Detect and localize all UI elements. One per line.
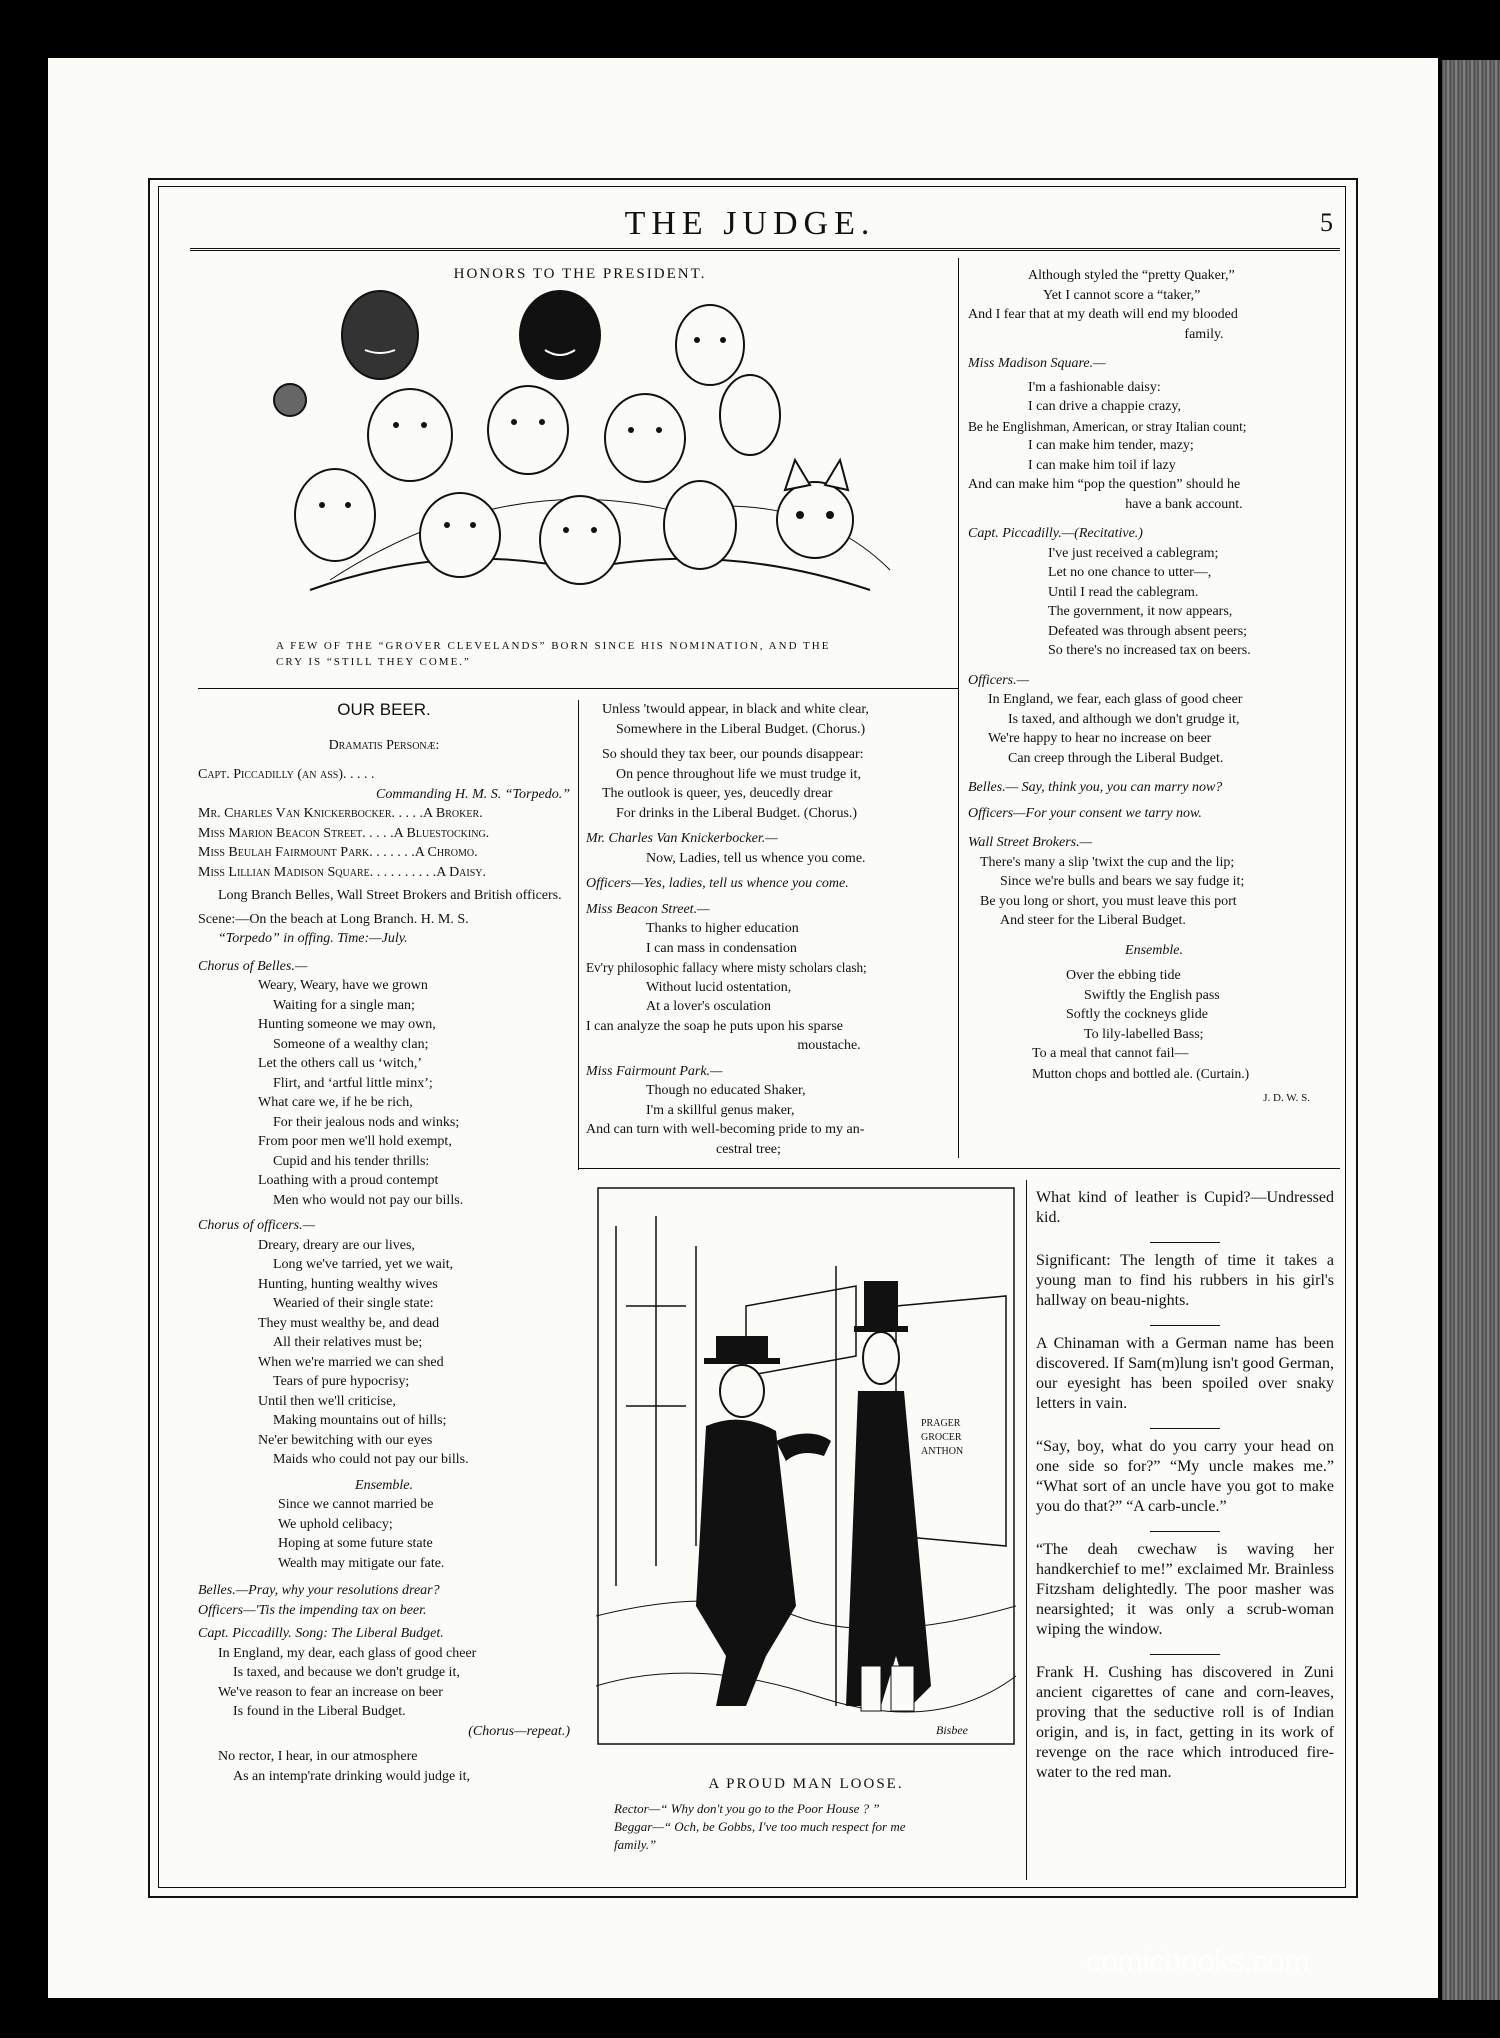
verse-line: All their relatives must be; xyxy=(273,1335,423,1350)
beer-column-3 xyxy=(968,266,1340,1109)
extras-line: Long Branch Belles, Wall Street Brokers and British officers. xyxy=(218,888,562,903)
verse-line: And I fear that at my death will end my blooded xyxy=(968,307,1238,322)
verse-line: On pence throughout life we must trudge it, xyxy=(616,766,861,782)
masthead-rule xyxy=(190,248,1340,251)
officers-line: Officers—Yes, ladies, tell us whence you come. xyxy=(586,876,849,891)
verse-line: Ne'er bewitching with our eyes xyxy=(258,1432,433,1448)
verse-line: Although styled the “pretty Quaker,” xyxy=(1028,268,1235,283)
verse-line: Since we cannot married be xyxy=(278,1497,434,1512)
verse-line: Making mountains out of hills; xyxy=(273,1413,447,1428)
verse-line: family. xyxy=(1184,326,1224,342)
cartoon2-top-rule xyxy=(578,1168,1340,1169)
chorus-repeat: (Chorus—repeat.) xyxy=(468,1723,570,1739)
verse-line: And can turn with well-becoming pride to my an- xyxy=(586,1122,865,1137)
speaker-label: Officers.— xyxy=(968,672,1030,688)
cartoon1-title: HONORS TO THE PRESIDENT. xyxy=(453,266,707,282)
verse-line: I can drive a chappie crazy, xyxy=(1028,399,1181,414)
rector-line: Rector—“ Why don't you go to the Poor House ? ” xyxy=(614,1801,880,1816)
beer-title: OUR BEER. xyxy=(337,700,431,719)
verse-line: We've reason to fear an increase on beer xyxy=(218,1684,443,1700)
verse-line: Maids who could not pay our bills. xyxy=(273,1452,469,1467)
verse-line: Let no one chance to utter—, xyxy=(1048,565,1212,580)
cartoon1-caption-line1: A FEW OF THE “GROVER CLEVELANDS” BORN SINCE HIS NOMINATION, AND THE xyxy=(276,640,831,652)
verse-line: Loathing with a proud contempt xyxy=(258,1173,439,1188)
verse-line: Softly the cockneys glide xyxy=(1066,1007,1208,1022)
verse-line: In England, my dear, each glass of good cheer xyxy=(218,1645,477,1661)
verse-line: Without lucid ostentation, xyxy=(646,979,792,995)
joke-item: “The deah cwechaw is waving her handkerchief to me!” exclaimed Mr. Brainless Fitzsham delightedly. The poor masher was nearsighted; it was only a scrub-woman wiping the window. xyxy=(1036,1541,1334,1638)
verse-line: There's many a slip 'twixt the cup and the lip; xyxy=(980,854,1235,870)
verse-line: Men who would not pay our bills. xyxy=(273,1192,464,1208)
persona-line: Mr. Charles Van Knickerbocker. . . . .A Broker. xyxy=(198,806,483,821)
verse-line: Swiftly the English pass xyxy=(1084,987,1220,1003)
chorus-belles-label: Chorus of Belles.— xyxy=(198,958,308,974)
belles-line: Belles.—Pray, why your resolutions drear? xyxy=(198,1583,440,1598)
verse-line: The government, it now appears, xyxy=(1048,604,1233,619)
ensemble-label: Ensemble. xyxy=(1125,942,1183,958)
verse-line: Cupid and his tender thrills: xyxy=(273,1153,430,1169)
artist-signature: Bisbee xyxy=(936,1723,968,1737)
verse-line: I'm a skillful genus maker, xyxy=(646,1102,795,1118)
persona-line: Miss Marion Beacon Street. . . . .A Bluestocking. xyxy=(198,825,490,841)
column-divider-left xyxy=(578,700,579,1170)
joke-item: “Say, boy, what do you carry your head on one side so for?” “My uncle makes me.” “What sort of an uncle have you got to make you do that?” “A carb-uncle.” xyxy=(1036,1438,1334,1515)
chorus-belles-verse xyxy=(198,976,570,1210)
verse-line: Is found in the Liberal Budget. xyxy=(233,1704,406,1719)
verse-line: And can make him “pop the question” should he xyxy=(968,477,1241,492)
verse-line: Tears of pure hypocrisy; xyxy=(273,1374,410,1389)
cartoon2-title: A PROUD MAN LOOSE. xyxy=(708,1776,904,1792)
verse-line: What care we, if he be rich, xyxy=(258,1095,413,1110)
verse-line: When we're married we can shed xyxy=(258,1354,444,1370)
song-verse xyxy=(198,1644,570,1722)
joke-divider xyxy=(1150,1531,1220,1532)
verse-line: Wearied of their single state: xyxy=(273,1296,434,1311)
persona-line: Commanding H. M. S. “Torpedo.” xyxy=(376,786,570,802)
verse-line: Over the ebbing tide xyxy=(1066,968,1181,983)
verse-line: To a meal that cannot fail— xyxy=(1032,1046,1189,1061)
verse-line: Long we've tarried, yet we wait, xyxy=(273,1257,454,1272)
verse-line: Is taxed, and because we don't grudge it, xyxy=(233,1665,460,1680)
verse-line: So there's no increased tax on beers. xyxy=(1048,643,1251,658)
verse-line: Ev'ry philosophic fallacy where misty scholars clash; xyxy=(586,960,867,975)
belles-line: Belles.— Say, think you, you can marry now? xyxy=(968,780,1223,795)
cartoon2-illustration xyxy=(596,1186,1016,1746)
verse-line: Thanks to higher education xyxy=(646,921,799,936)
persona-line: Miss Beulah Fairmount Park. . . . . . .A Chromo. xyxy=(198,845,478,860)
verse-line: We uphold celibacy; xyxy=(278,1516,393,1532)
speaker-label: Miss Beacon Street.— xyxy=(586,901,710,917)
verse-line: The outlook is queer, yes, deucedly drear xyxy=(602,786,833,801)
verse-line: Can creep through the Liberal Budget. xyxy=(1008,750,1224,766)
verse-line: I can make him tender, mazy; xyxy=(1028,438,1194,453)
verse-line: I can analyze the soap he puts upon his sparse xyxy=(586,1018,843,1034)
verse-line: I can make him toil if lazy xyxy=(1028,457,1176,473)
speaker-label: Miss Fairmount Park.— xyxy=(586,1063,723,1079)
verse-line: Is taxed, and although we don't grudge it, xyxy=(1008,711,1240,727)
verse-line: In England, we fear, each glass of good cheer xyxy=(988,692,1243,707)
joke-item: A Chinaman with a German name has been discovered. If Sam(m)lung isn't good German, our eyesight has been spoiled over snaky letters in vain. xyxy=(1036,1335,1334,1412)
ensemble-verse-end xyxy=(968,1044,1340,1083)
verse-line: Someone of a wealthy clan; xyxy=(273,1036,429,1052)
verse-line: Since we're bulls and bears we say fudge it; xyxy=(1000,874,1245,889)
verse-line: For their jealous nods and winks; xyxy=(273,1114,460,1130)
verse-line: To lily-labelled Bass; xyxy=(1084,1026,1204,1042)
sign-text: GROCER xyxy=(921,1432,962,1443)
column-divider-right xyxy=(958,258,959,1158)
verse-line: At a lover's osculation xyxy=(646,999,771,1014)
song-line: Capt. Piccadilly. Song: The Liberal Budget. xyxy=(198,1626,444,1641)
book-spine xyxy=(1442,60,1500,2000)
beer-column-1 xyxy=(198,700,570,1786)
beggar-line: Beggar—“ Och, be Gobbs, I've too much respect for me xyxy=(614,1819,906,1834)
end-verse xyxy=(198,1747,570,1786)
verse-line: cestral tree; xyxy=(716,1141,781,1157)
verse-line: Hoping at some future state xyxy=(278,1536,433,1551)
verse-line: Let the others call us ‘witch,’ xyxy=(258,1056,423,1071)
personae-heading: Dramatis Personæ: xyxy=(328,737,440,753)
verse-line: moustache. xyxy=(797,1038,861,1053)
persona-line: Miss Lillian Madison Square. . . . . . . . . .A Daisy. xyxy=(198,864,487,880)
verse-line: I'm a fashionable daisy: xyxy=(1028,379,1161,395)
speaker-label: Capt. Piccadilly.—(Recitative.) xyxy=(968,526,1143,541)
joke-divider xyxy=(1150,1325,1220,1326)
beggar-line-end: family.” xyxy=(614,1837,657,1852)
joke-item: What kind of leather is Cupid?—Undressed kid. xyxy=(1036,1189,1334,1226)
verse-line: Flirt, and ‘artful little minx’; xyxy=(273,1075,433,1091)
sign-text: ANTHON xyxy=(921,1446,964,1457)
verse-line: Waiting for a single man; xyxy=(273,997,415,1013)
cartoon1-illustration xyxy=(250,290,910,625)
verse-line: Mutton chops and bottled ale. (Curtain.) xyxy=(1032,1065,1250,1081)
joke-item: Significant: The length of time it takes a young man to find his rubbers in his girl's hallway on beau-nights. xyxy=(1036,1252,1334,1309)
verse-line: I've just received a cablegram; xyxy=(1048,545,1219,561)
verse-line: From poor men we'll hold exempt, xyxy=(258,1134,452,1149)
verse-line: Weary, Weary, have we grown xyxy=(258,978,428,993)
verse-line: Defeated was through absent peers; xyxy=(1048,623,1248,639)
watermark: comicbooks.com xyxy=(1086,1945,1310,1978)
capt-verse xyxy=(968,544,1340,661)
chorus-officers-verse xyxy=(198,1236,570,1470)
verse-line: Wealth may mitigate our fate. xyxy=(278,1555,445,1571)
verse-line: I can mass in condensation xyxy=(646,940,797,956)
jokes-column xyxy=(1036,1188,1334,1797)
verse-line: Until I read the cablegram. xyxy=(1048,584,1199,600)
verse-line: So should they tax beer, our pounds disappear: xyxy=(602,747,864,762)
verse-line: They must wealthy be, and dead xyxy=(258,1315,440,1331)
cartoon2-caption xyxy=(614,1800,1016,1854)
officers-verse xyxy=(968,690,1340,768)
scene-line: “Torpedo” in offing. Time:—July. xyxy=(218,931,408,946)
ensemble-label: Ensemble. xyxy=(355,1477,413,1493)
verse-line: As an intemp'rate drinking would judge it, xyxy=(233,1768,470,1784)
masthead-title: THE JUDGE. xyxy=(624,205,876,242)
verse-line: Until then we'll criticise, xyxy=(258,1393,396,1409)
joke-divider xyxy=(1150,1242,1220,1243)
ensemble-verse xyxy=(968,966,1340,1044)
sign-text: PRAGER xyxy=(921,1418,961,1429)
beer-column-2 xyxy=(586,700,952,1159)
speaker-label: Wall Street Brokers.— xyxy=(968,835,1093,850)
speaker-label: Mr. Charles Van Knickerbocker.— xyxy=(586,831,778,846)
page-number: 5 xyxy=(1320,208,1333,237)
verse-line: We're happy to hear no increase on beer xyxy=(988,731,1212,746)
verse-line: Be you long or short, you must leave this port xyxy=(980,893,1237,909)
verse-line: And steer for the Liberal Budget. xyxy=(1000,913,1186,928)
verse-line: Be he Englishman, American, or stray Italian count; xyxy=(968,418,1247,434)
persona-line: Capt. Piccadilly (an ass). . . . . xyxy=(198,767,375,782)
scene-line: Scene:—On the beach at Long Branch. H. M. S. xyxy=(198,911,469,927)
verse-line: No rector, I hear, in our atmosphere xyxy=(218,1749,418,1764)
cartoon1-bottom-rule xyxy=(198,688,958,689)
verse-line: For drinks in the Liberal Budget. (Chorus.) xyxy=(616,805,858,821)
officers-line: Officers—'Tis the impending tax on beer. xyxy=(198,1602,427,1618)
column-divider-jokes xyxy=(1026,1180,1027,1880)
chorus-officers-label: Chorus of officers.— xyxy=(198,1218,316,1233)
signature: J. D. W. S. xyxy=(1263,1092,1310,1104)
joke-divider xyxy=(1150,1428,1220,1429)
cartoon1-caption-line2: CRY IS “STILL THEY COME.” xyxy=(276,656,471,668)
joke-divider xyxy=(1150,1654,1220,1655)
verse-line: Dreary, dreary are our lives, xyxy=(258,1237,415,1253)
verse-line: Somewhere in the Liberal Budget. (Chorus.) xyxy=(616,721,866,737)
joke-item: Frank H. Cushing has discovered in Zuni ancient cigarettes of cane and corn-leaves, proving that the seductive roll is of Indian origin, and is, in fact, getting in its work of revenge on the race which introduced fire-water to the red man. xyxy=(1036,1664,1334,1781)
officers-line: Officers—For your consent we tarry now. xyxy=(968,805,1202,821)
verse-line: Hunting, hunting wealthy wives xyxy=(258,1276,438,1292)
verse-line: Hunting someone we may own, xyxy=(258,1017,436,1032)
verse-line: Now, Ladies, tell us whence you come. xyxy=(646,850,866,866)
verse-line: Unless 'twould appear, in black and white clear, xyxy=(602,702,869,717)
brokers-verse xyxy=(968,853,1340,931)
verse-line: Yet I cannot score a “taker,” xyxy=(1043,287,1201,303)
verse-line: have a bank account. xyxy=(1125,496,1243,512)
ensemble-verse xyxy=(198,1495,570,1573)
verse-line: Though no educated Shaker, xyxy=(646,1083,806,1098)
speaker-label: Miss Madison Square.— xyxy=(968,356,1106,371)
